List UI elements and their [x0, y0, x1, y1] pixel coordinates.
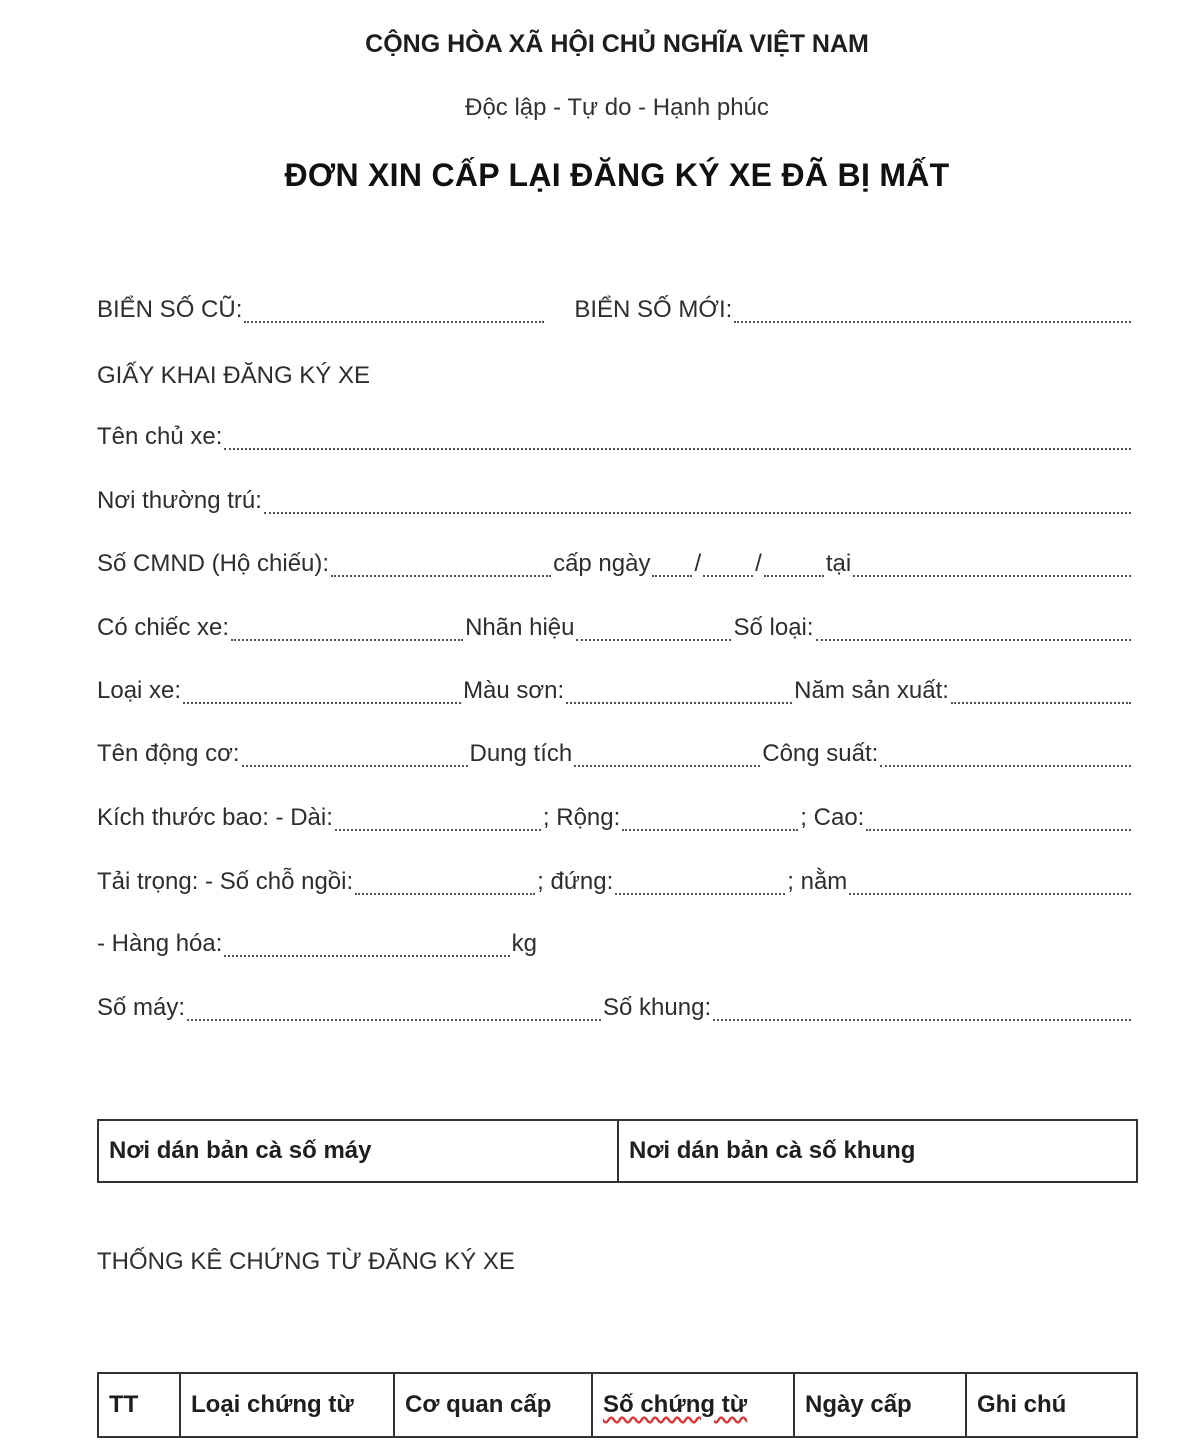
plate-row	[97, 296, 1133, 330]
frame-no-label: Số khung:	[603, 994, 712, 1021]
engine-rubbing-cell[interactable]: Nơi dán bản cà số máy	[98, 1120, 618, 1182]
seats-blank[interactable]	[355, 893, 535, 895]
header-cell: TT	[98, 1373, 180, 1437]
engine-no-label: Số máy:	[97, 994, 186, 1021]
issued-year-blank[interactable]	[764, 575, 824, 577]
header-cell: Loại chứng từ	[180, 1373, 394, 1437]
document-number-header: Số chứng từ	[603, 1391, 748, 1418]
year-label: Năm sản xuất:	[794, 677, 949, 704]
vehicle-type-blank[interactable]	[183, 702, 461, 704]
old-plate-label: BIỂN SỐ CŨ:	[97, 296, 243, 323]
power-blank[interactable]	[880, 765, 1131, 767]
motto: Độc lập - Tự do - Hạnh phúc	[465, 94, 769, 121]
brand-blank[interactable]	[576, 639, 731, 641]
height-label: ; Cao:	[800, 804, 865, 831]
year-blank[interactable]	[951, 702, 1131, 704]
issued-month-blank[interactable]	[703, 575, 753, 577]
vehicle-type-label: Loại xe:	[97, 677, 182, 704]
cargo-row	[97, 930, 537, 964]
id-number-label: Số CMND (Hộ chiếu):	[97, 550, 330, 577]
vehicle-label: Có chiếc xe:	[97, 614, 230, 641]
cargo-label: - Hàng hóa:	[97, 930, 223, 957]
header-cell: Cơ quan cấp	[394, 1373, 592, 1437]
residence-row	[97, 487, 1133, 521]
registration-section-heading: GIẤY KHAI ĐĂNG KÝ XE	[97, 362, 370, 389]
standing-label: ; đứng:	[537, 868, 614, 895]
old-plate-blank[interactable]	[244, 321, 544, 323]
paint-color-blank[interactable]	[566, 702, 792, 704]
dimensions-row	[97, 804, 1133, 838]
new-plate-blank[interactable]	[734, 321, 1131, 323]
date-separator: /	[755, 550, 762, 577]
engine-frame-row	[97, 994, 1133, 1028]
lying-blank[interactable]	[849, 893, 1131, 895]
lying-label: ; nằm	[787, 868, 848, 895]
date-separator: /	[694, 550, 702, 577]
table-header-row	[98, 1373, 1137, 1437]
vehicle-blank[interactable]	[231, 639, 463, 641]
issued-date-label: cấp ngày	[553, 550, 651, 577]
header-cell: Ngày cấp	[794, 1373, 966, 1437]
model-no-label: Số loại:	[733, 614, 814, 641]
new-plate-label: BIỂN SỐ MỚI:	[574, 296, 733, 323]
issued-day-blank[interactable]	[652, 575, 692, 577]
dimensions-label: Kích thước bao: - Dài:	[97, 804, 333, 831]
paint-color-label: Màu sơn:	[463, 677, 565, 704]
capacity-label: Dung tích	[469, 740, 573, 767]
engine-row	[97, 740, 1133, 774]
engine-no-blank[interactable]	[187, 1019, 601, 1021]
residence-label: Nơi thường trú:	[97, 487, 262, 514]
type-row	[97, 677, 1133, 711]
load-row	[97, 868, 1133, 902]
width-blank[interactable]	[622, 829, 798, 831]
engine-name-label: Tên động cơ:	[97, 740, 240, 767]
id-row	[97, 550, 1133, 584]
engine-name-blank[interactable]	[242, 765, 468, 767]
model-no-blank[interactable]	[816, 639, 1131, 641]
vehicle-row	[97, 614, 1133, 648]
length-blank[interactable]	[335, 829, 541, 831]
power-label: Công suất:	[762, 740, 879, 767]
width-label: ; Rộng:	[542, 804, 621, 831]
id-number-blank[interactable]	[331, 575, 551, 577]
owner-name-row	[97, 423, 1133, 457]
documents-section-heading: THỐNG KÊ CHỨNG TỪ ĐĂNG KÝ XE	[97, 1248, 515, 1275]
height-blank[interactable]	[866, 829, 1131, 831]
capacity-blank[interactable]	[574, 765, 760, 767]
standing-blank[interactable]	[615, 893, 785, 895]
brand-label: Nhãn hiệu	[465, 614, 575, 641]
rubbing-table	[97, 1119, 1138, 1183]
country-heading: CỘNG HÒA XÃ HỘI CHỦ NGHĨA VIỆT NAM	[365, 30, 869, 58]
issued-at-blank[interactable]	[853, 575, 1131, 577]
kg-unit: kg	[511, 930, 537, 957]
form-title: ĐƠN XIN CẤP LẠI ĐĂNG KÝ XE ĐÃ BỊ MẤT	[284, 157, 950, 193]
load-seats-label: Tải trọng: - Số chỗ ngồi:	[97, 868, 354, 895]
owner-name-blank[interactable]	[224, 448, 1131, 450]
residence-blank[interactable]	[264, 512, 1131, 514]
owner-name-label: Tên chủ xe:	[97, 423, 223, 450]
header-cell	[592, 1373, 794, 1437]
header-cell: Ghi chú	[966, 1373, 1137, 1437]
frame-no-blank[interactable]	[713, 1019, 1131, 1021]
documents-table	[97, 1372, 1138, 1438]
issued-at-label: tại	[825, 550, 852, 577]
frame-rubbing-cell[interactable]: Nơi dán bản cà số khung	[618, 1120, 1137, 1182]
cargo-blank[interactable]	[224, 955, 509, 957]
